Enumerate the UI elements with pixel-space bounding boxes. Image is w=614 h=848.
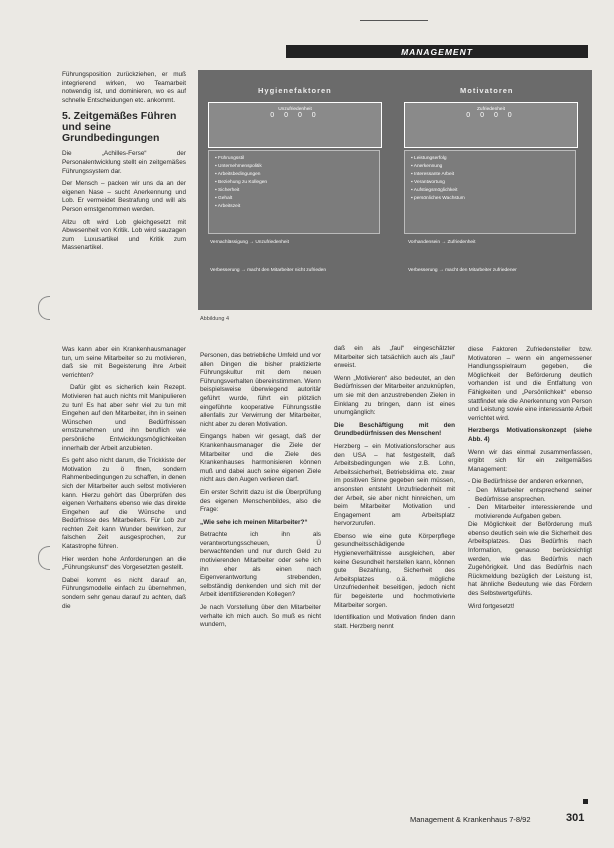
list-item: - Die Bedürfnisse der anderen erkennen, (468, 478, 584, 486)
punch-hole (38, 296, 50, 320)
end-mark (583, 799, 588, 804)
list-item: ▪ Leistungserfolg (411, 156, 447, 161)
list-item: ▪ Arbeitszeit (215, 204, 241, 209)
paragraph: Die „Achilles-Ferse“ der Personalentwicklung stellt ein zeitgemäßes Führungssystem dar. (62, 150, 186, 175)
left-effect-label: Vernachlässigung → Unzufriedenheit (210, 240, 289, 245)
column-3 (334, 345, 455, 635)
box-scale: 0 0 0 0 (466, 112, 516, 119)
punch-hole (38, 546, 50, 570)
list-item: ▪ Anerkennung (411, 164, 443, 169)
left-bottom-label: Verbesserung → macht den Mitarbeiter nicht zufrieden (210, 268, 326, 273)
box-scale: 0 0 0 0 (270, 112, 320, 119)
motivator-list (404, 150, 576, 234)
list-item: ▪ Führungsstil (215, 156, 245, 161)
page-number: 301 (566, 812, 585, 824)
figure-left-title: Hygienefaktoren (258, 86, 332, 95)
paragraph: Führungsposition zurückziehen, er muß integrierend wirken, wo Teamarbeit notwendig ist, und dominieren, wo es auf schnelle Entscheidungen etc. ankommt. (62, 71, 186, 104)
column-4 (468, 346, 592, 615)
list-item: ▪ Arbeitsbedingungen (215, 172, 261, 177)
paragraph: Eingangs haben wir gesagt, daß der Krankenhausmanager die Ziele der Mitarbeiter und die Ziele des Krankenhauses harmonisieren können muß und dabei auch seine eigenen Ziele nicht aus den Augen verlieren darf. (200, 433, 321, 484)
continued-note: Wird fortgesetzt! (468, 602, 515, 610)
list-item: ▪ Unternehmenspolitik (215, 164, 262, 169)
summary-list (468, 478, 592, 521)
list-item: ▪ Interessante Arbeit (411, 172, 455, 177)
top-rule (360, 20, 428, 21)
paragraph: Personen, das betriebliche Umfeld und vor allen Dingen die bisher praktizierte Führungskultur mit dem neuen Führungsverhalten übereinstimmen. Wenn beispielsweise überwiegend autoritär geführt wurde, führt ein plötzlich eingeführte kooperative Führungsstile allenfalls zur Verwirrung der Mitarbeiter, nicht aber zu deren Motivation. (200, 352, 321, 428)
figure-herzberg (198, 70, 592, 310)
question: „Wie sehe ich meinen Mitarbeiter?“ (200, 518, 308, 526)
paragraph: Dabei kommt es nicht darauf an, Führungsmodelle einfach zu übernehmen, sondern sehr genau darauf zu achten, daß die (62, 576, 186, 610)
list-item: ▪ Aufstiegsmöglichkeit (411, 188, 458, 193)
list-item: - Den Mitarbeiter interessierende und motivierende Aufgaben geben. (468, 504, 592, 520)
paragraph: daß ein als „faul“ eingeschätzter Mitarbeiter sich tatsächlich auch als „faul“ erweist. (334, 345, 455, 370)
list-item: ▪ Verantwortung (411, 180, 445, 185)
paragraph: Betrachte ich ihn als verantwortungsscheuen, Ü berwachtenden und nur durch Geld zu motivierenden Mitarbeiter oder sehe ich ihn eher als einen nach Eigenverantwortung strebenden, selbständig denkenden und sich mit der Arbeit identifizierenden Kollegen? (200, 531, 321, 599)
column-1-bottom (62, 346, 186, 615)
hygiene-factor-list (208, 150, 380, 234)
column-2 (200, 352, 321, 634)
paragraph: Ebenso wie eine gute Körperpflege gesundheitsschädigende Hygieneverhältnisse ausgleichen, aber keine Gesundheit herstellen kann, können gute Bezahlung, Sicherheit des Arbeitsplatzes o.ä. mögliche Unzufriedenheit beseitigen, jedoch nicht für begeisterte und hochmotivierte Mitarbeiter sorgen. (334, 532, 455, 609)
paragraph: Die Möglichkeit der Beförderung muß ebenso deutlich sein wie die Sicherheit des Arbeitsplatzes. Das Bedürfnis nach Information, genauso berücksichtigt werden, wie das Bedürfnis nach Zugehörigkeit. Und das Bedürfnis nach Rückmeldung bezüglich der Leistung ist, hat ähnliche Bedeutung wie das Fördern des Selbstwertgefühls. (468, 521, 592, 598)
figure-right-title: Motivatoren (460, 86, 514, 95)
figure-caption: Abbildung 4 (200, 316, 230, 322)
paragraph: Hier werden hohe Anforderungen an die „Führungskunst“ des Vorgesetzten gestellt. (62, 555, 186, 572)
paragraph: diese Faktoren Zufriedensteller bzw. Motivatoren – wenn ein angemessener Handlungsspielraum gegeben, die Möglichkeit der Beförderung deutlich vorhanden ist und die Entfaltung von Fähigkeiten und „Persönlichkeit“ ebenso stattfindet wie die Anerkennung von Person und Leistung sowie eine interessante Arbeit verrichtet wird. (468, 346, 592, 422)
list-item: ▪ persönliches Wachstum (411, 196, 465, 201)
paragraph: Identifikation und Motivation finden dann statt. Herzberg nennt (334, 614, 455, 630)
paragraph: Der Mensch – packen wir uns da an der eigenen Nase – sucht Anerkennung und Lob. Er vermeidet Bestrafung und will als Person ernstgenommen werden. (62, 180, 186, 213)
column-1-top (62, 71, 186, 257)
right-effect-label: Vorhandensein → Zufriedenheit (408, 240, 476, 245)
paragraph: Allzu oft wird Lob gleichgesetzt mit Abwesenheit von Kritik. Lob wird sauzagen zum Luxusartikel und Kritik zum Massenartikel. (62, 218, 186, 252)
right-bottom-label: Verbesserung → macht den Mitarbeiter zufriedener (408, 268, 517, 273)
paragraph: Wenn „Motivieren“ also bedeutet, an den Bedürfnissen der Mitarbeiter anzuknüpfen, um sie mit den anzustrebenden Zielen in Einklang zu bringen, dann ist eines unumgänglich: (334, 374, 455, 417)
journal-footer: Management & Krankenhaus 7-8/92 (410, 815, 531, 824)
list-item: ▪ Gehalt (215, 196, 233, 201)
box-label: Unzufriedenheit (278, 107, 312, 112)
paragraph: Dafür gibt es sicherlich kein Rezept. Motivieren hat auch nichts mit Manipulieren zu tun! Es hat aber sehr viel zu tun mit Eingehen auf den Mitarbeiter, ihn in seinen Wünschen und Bedürfnissen ernstzunehmen und ihn beruflich wie persönliche Entwicklungsmöglichkeiten innerhalb der Arbeit anzubieten. (62, 384, 186, 452)
paragraph: Je nach Vorstellung über den Mitarbeiter verhalte ich mich auch. So muß es nicht wundern, (200, 604, 321, 629)
section-heading: 5. Zeitgemäßes Führen und seine Grundbedingungen (62, 110, 177, 145)
paragraph: Ein erster Schritt dazu ist die Überprüfung des eigenen Menschenbildes, also die Frage: (200, 488, 321, 514)
dissatisfaction-box (208, 102, 382, 148)
section-banner: MANAGEMENT (286, 45, 588, 58)
list-item: ▪ Beziehung zu Kollegen (215, 180, 268, 185)
paragraph: Wenn wir das einmal zusammenfassen, ergibt sich für ein zeitgemäßes Management: (468, 448, 592, 473)
paragraph: Herzberg – ein Motivationsforscher aus den USA – hat festgestellt, daß Arbeitsbedingungen wie z.B. Lohn, Arbeitssicherheit, Betriebsklima etc. zwar im positiven Sinne gegeben sein müssen, ansonsten entsteht Unzufriedenheit mit der Arbeit, sie aber nicht hinreichen, um beim Mitarbeiter Motivation und Engagement am Arbeitsplatz hervorzurufen. (334, 442, 455, 528)
subheading: Die Beschäftigung mit den Grundbedürfnissen des Menschen! (334, 421, 455, 438)
paragraph: Was kann aber ein Krankenhausmanager tun, um seine Mitarbeiter so zu motivieren, daß sie mit Begeisterung ihre Arbeit verrichten? (62, 346, 186, 379)
list-item: ▪ Sicherheit (215, 188, 240, 193)
box-label: Zufriedenheit (477, 107, 505, 112)
list-item: - Den Mitarbeiter entsprechend seiner Bedürfnisse ansprechen. (468, 486, 592, 503)
satisfaction-box (404, 102, 578, 148)
paragraph: Es geht also nicht darum, die Trickkiste der Motivation zu ö ffnen, sondern Rahmenbedingungen zu schaffen, in denen sich der Mitarbeiter auch selbst motivieren kann. Hierzu gehört das Überprüfen des eigenen Verhaltens ebenso wie das direkte Eingehen auf die Wünsche und Bedürfnisse des Mitarbeiters. Für Lob zur rechten Zeit kann Wunder bewirken, zur falschen Zeit ausgesprochen, zur Katastrophe führen. (62, 457, 186, 551)
subheading: Herzbergs Motivationskonzept (siehe Abb. 4) (468, 427, 592, 443)
